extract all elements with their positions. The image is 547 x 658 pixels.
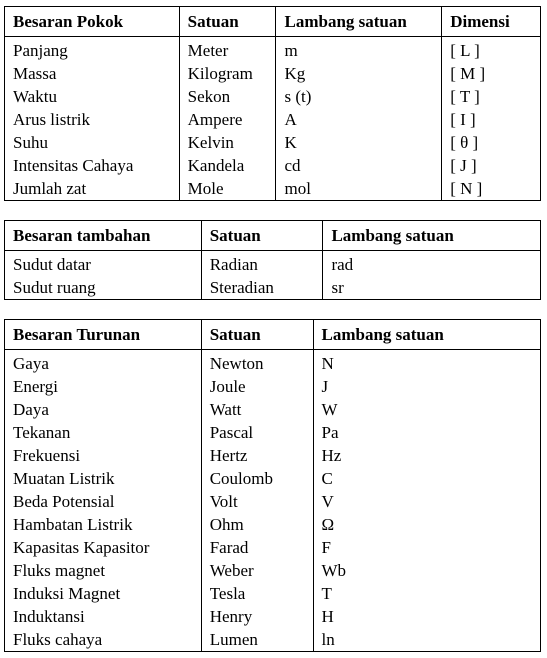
table-cell: Hz	[321, 446, 342, 465]
table-cell: N	[321, 354, 334, 373]
table-cell: Ampere	[179, 108, 276, 131]
table-cell: Pa	[321, 423, 339, 442]
table-row	[5, 154, 541, 177]
table-cell: Suhu	[5, 131, 180, 154]
table-cell: Energi	[5, 375, 202, 398]
table-row	[5, 398, 541, 421]
table-cell: Beda Potensial	[5, 490, 202, 513]
column-header: Besaran Turunan	[5, 320, 202, 350]
table-row	[5, 444, 541, 467]
table-cell: Waktu	[5, 85, 180, 108]
table-cell: Daya	[5, 398, 202, 421]
table-row	[5, 251, 541, 277]
table-cell: Ohm	[201, 513, 313, 536]
table-row	[5, 85, 541, 108]
table-row	[5, 559, 541, 582]
table-header-row	[5, 221, 541, 251]
table-row	[5, 421, 541, 444]
table-header-row	[5, 320, 541, 350]
table-cell: Muatan Listrik	[5, 467, 202, 490]
table-cell: Henry	[201, 605, 313, 628]
table-cell: Radian	[201, 251, 323, 277]
table-cell: Tekanan	[5, 421, 202, 444]
table-row	[5, 276, 541, 300]
table-cell: Gaya	[5, 350, 202, 376]
table-cell: C	[321, 469, 333, 488]
table-cell: Tesla	[201, 582, 313, 605]
table-cell: Wb	[321, 561, 347, 580]
table-cell: Intensitas Cahaya	[5, 154, 180, 177]
table-cell: Coulomb	[201, 467, 313, 490]
table-cell: Watt	[201, 398, 313, 421]
table-cell: Sekon	[179, 85, 276, 108]
table-cell: Weber	[201, 559, 313, 582]
table-row	[5, 375, 541, 398]
table-cell: Mole	[179, 177, 276, 201]
table-cell: Ω	[321, 515, 335, 534]
column-header: Lambang satuan	[313, 320, 541, 350]
table-cell: [ L ]	[450, 41, 480, 60]
table-cell: Fluks cahaya	[5, 628, 202, 652]
table-cell: [ I ]	[450, 110, 476, 129]
column-header: Dimensi	[442, 7, 541, 37]
table-cell: Jumlah zat	[5, 177, 180, 201]
column-header: Lambang satuan	[323, 221, 541, 251]
table-cell: Hertz	[201, 444, 313, 467]
table-cell: rad	[331, 255, 354, 274]
table-cell: cd	[276, 154, 442, 177]
table-row	[5, 467, 541, 490]
table-cell: [ J ]	[450, 156, 477, 175]
table-cell: Steradian	[201, 276, 323, 300]
table-cell: Induksi Magnet	[5, 582, 202, 605]
table-cell: Sudut datar	[5, 251, 202, 277]
table-row	[5, 62, 541, 85]
table-cell: m	[276, 37, 442, 63]
table-cell: Farad	[201, 536, 313, 559]
table-cell: Volt	[201, 490, 313, 513]
besaran-tambahan-table	[4, 220, 541, 300]
table-cell: V	[321, 492, 334, 511]
table-cell: Fluks magnet	[5, 559, 202, 582]
column-header: Besaran Pokok	[5, 7, 180, 37]
table-cell: s (t)	[276, 85, 442, 108]
table-cell: Pascal	[201, 421, 313, 444]
table-cell: Kapasitas Kapasitor	[5, 536, 202, 559]
table-cell: sr	[331, 278, 344, 297]
table-row	[5, 605, 541, 628]
table-cell: W	[321, 400, 338, 419]
table-cell: Joule	[201, 375, 313, 398]
table-cell: J	[321, 377, 329, 396]
column-header: Besaran tambahan	[5, 221, 202, 251]
column-header: Lambang satuan	[276, 7, 442, 37]
table-body	[5, 37, 541, 201]
table-row	[5, 350, 541, 376]
table-cell: Lumen	[201, 628, 313, 652]
table-cell: Frekuensi	[5, 444, 202, 467]
table-cell: [ N ]	[450, 179, 483, 198]
table-cell: Newton	[201, 350, 313, 376]
table-cell: Induktansi	[5, 605, 202, 628]
table-cell: [ θ ]	[450, 133, 479, 152]
table-row	[5, 177, 541, 201]
table-cell: H	[321, 607, 334, 626]
table-cell: Kelvin	[179, 131, 276, 154]
table-row	[5, 582, 541, 605]
besaran-pokok-table	[4, 6, 541, 201]
table-cell: Sudut ruang	[5, 276, 202, 300]
table-cell: [ T ]	[450, 87, 480, 106]
table-cell: mol	[276, 177, 442, 201]
table-row	[5, 628, 541, 652]
table-cell: Massa	[5, 62, 180, 85]
table-cell: F	[321, 538, 331, 557]
table-row	[5, 490, 541, 513]
besaran-turunan-table	[4, 319, 541, 652]
table-cell: Panjang	[5, 37, 180, 63]
table-cell: Meter	[179, 37, 276, 63]
table-cell: Hambatan Listrik	[5, 513, 202, 536]
table-cell: Arus listrik	[5, 108, 180, 131]
table-cell: ln	[321, 630, 335, 649]
column-header: Satuan	[201, 221, 323, 251]
table-row	[5, 513, 541, 536]
table-row	[5, 108, 541, 131]
table-cell: Kandela	[179, 154, 276, 177]
table-body	[5, 251, 541, 300]
table-body	[5, 350, 541, 652]
table-cell: A	[276, 108, 442, 131]
table-cell: K	[276, 131, 442, 154]
column-header: Satuan	[179, 7, 276, 37]
table-cell: Kg	[276, 62, 442, 85]
table-cell: Kilogram	[179, 62, 276, 85]
table-cell: [ M ]	[450, 64, 486, 83]
table-row	[5, 37, 541, 63]
table-row	[5, 131, 541, 154]
table-row	[5, 536, 541, 559]
table-cell: T	[321, 584, 332, 603]
column-header: Satuan	[201, 320, 313, 350]
table-header-row	[5, 7, 541, 37]
